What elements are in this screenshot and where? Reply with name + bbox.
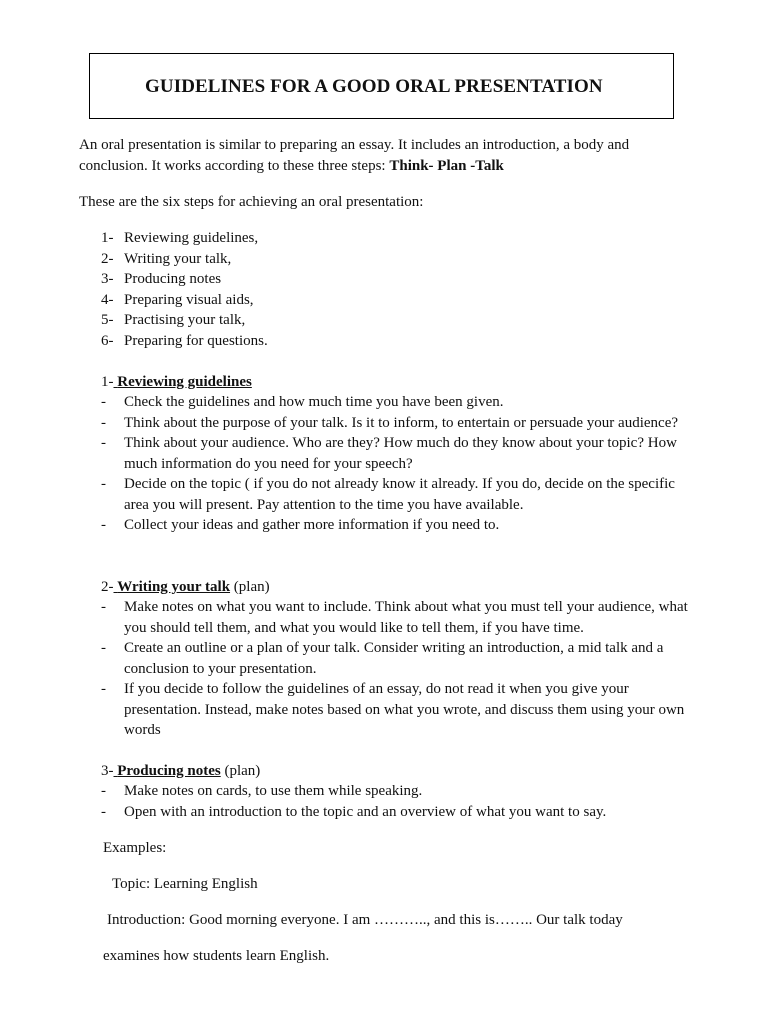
list-item (101, 249, 268, 270)
intro-paragraph (79, 135, 699, 176)
list-item: - Make notes on cards, to use them while speaking. (101, 781, 701, 802)
list-label: Writing your talk, (124, 250, 232, 267)
bullet-text: Create an outline or a plan of your talk. Consider writing an introduction, a mid talk and a conclusion to your presentation. (124, 640, 664, 677)
list-label: Producing notes (124, 271, 222, 287)
list-number: 5- (101, 312, 114, 328)
list-label: Preparing for questions. (124, 332, 268, 349)
section-1-bullets (101, 392, 701, 536)
list-number: 2- (101, 250, 114, 267)
section-number: 3- (101, 763, 114, 779)
section-suffix: (plan) (224, 763, 261, 779)
list-item: - If you decide to follow the guidelines of an essay, do not read it when you give your presentation. Instead, make notes based on what you wrote, and discuss them using your own words (101, 679, 701, 741)
list-number: 6- (101, 332, 114, 349)
examples-label: Examples: (103, 840, 167, 856)
section-title: Reviewing guidelines (117, 374, 252, 390)
example-continuation: examines how students learn English. (103, 948, 330, 964)
list-label: Reviewing guidelines, (124, 230, 259, 246)
intro-text: An oral presentation is similar to preparing an essay. It includes an introduction, a body and conclusion. It works according to these three steps: (79, 137, 630, 174)
list-item: - Decide on the topic ( if you do not already know it already. If you do, decide on the specific area you will present. Pay attention to the time you have available. (101, 474, 701, 515)
list-item: - Open with an introduction to the topic and an overview of what you want to say. (101, 802, 701, 823)
steps-intro: These are the six steps for achieving an oral presentation: (79, 194, 424, 210)
list-number: 1- (101, 230, 114, 246)
list-item (101, 228, 268, 249)
section-title: Producing notes (117, 763, 221, 779)
list-item: - Think about your audience. Who are they? How much do they know about your topic? How much information do you need for your speech? (101, 433, 701, 474)
section-2-heading (101, 577, 270, 598)
bullet-text: Decide on the topic ( if you do not already know it already. If you do, decide on the specific area you will present. Pay attention to the time you have available. (124, 476, 675, 513)
example-topic: Topic: Learning English (112, 876, 258, 892)
list-item (101, 290, 268, 311)
list-number: 3- (101, 271, 114, 287)
bullet-text: Check the guidelines and how much time you have been given. (124, 394, 504, 410)
section-1-heading (101, 372, 252, 393)
section-3-heading (101, 761, 260, 782)
title-box (89, 53, 674, 119)
bullet-text: Make notes on what you want to include. Think about what you must tell your audience, what you should tell them, and what you would like to tell them, if you have time. (124, 599, 688, 636)
list-item: - Collect your ideas and gather more information if you need to. (101, 515, 701, 536)
bullet-text: Think about the purpose of your talk. Is it to inform, to entertain or persuade your audience? (124, 414, 679, 431)
section-title: Writing your talk (117, 579, 231, 595)
list-label: Practising your talk, (124, 312, 246, 328)
steps-list (101, 228, 268, 351)
list-item (101, 310, 268, 331)
list-item: - Check the guidelines and how much time you have been given. (101, 392, 701, 413)
bullet-text: Open with an introduction to the topic and an overview of what you want to say. (124, 803, 607, 820)
section-3-bullets (101, 781, 701, 822)
bullet-text: Think about your audience. Who are they? How much do they know about your topic? How much information do you need for your speech? (124, 435, 677, 472)
list-number: 4- (101, 291, 114, 308)
list-item (101, 331, 268, 352)
page-title: GUIDELINES FOR A GOOD ORAL PRESENTATION (145, 76, 603, 97)
bullet-text: Make notes on cards, to use them while speaking. (124, 783, 423, 799)
list-item: - Create an outline or a plan of your talk. Consider writing an introduction, a mid talk and a conclusion to your presentation. (101, 638, 701, 679)
bullet-text: Collect your ideas and gather more information if you need to. (124, 517, 500, 533)
list-item (101, 269, 268, 290)
intro-bold-steps: Think- Plan -Talk (389, 157, 504, 174)
section-number: 1- (101, 374, 114, 390)
section-number: 2- (101, 579, 114, 595)
list-label: Preparing visual aids, (124, 291, 254, 308)
list-item: - Think about the purpose of your talk. Is it to inform, to entertain or persuade your audience? (101, 413, 701, 434)
section-2-bullets (101, 597, 701, 741)
section-suffix: (plan) (233, 579, 270, 595)
bullet-text: If you decide to follow the guidelines of an essay, do not read it when you give your presentation. Instead, make notes based on what you wrote, and discuss them using your own words (124, 681, 685, 738)
list-item: - Make notes on what you want to include. Think about what you must tell your audience, what you should tell them, and what you would like to tell them, if you have time. (101, 597, 701, 638)
example-introduction: Introduction: Good morning everyone. I am ……….., and this is…….. Our talk today (107, 912, 623, 928)
